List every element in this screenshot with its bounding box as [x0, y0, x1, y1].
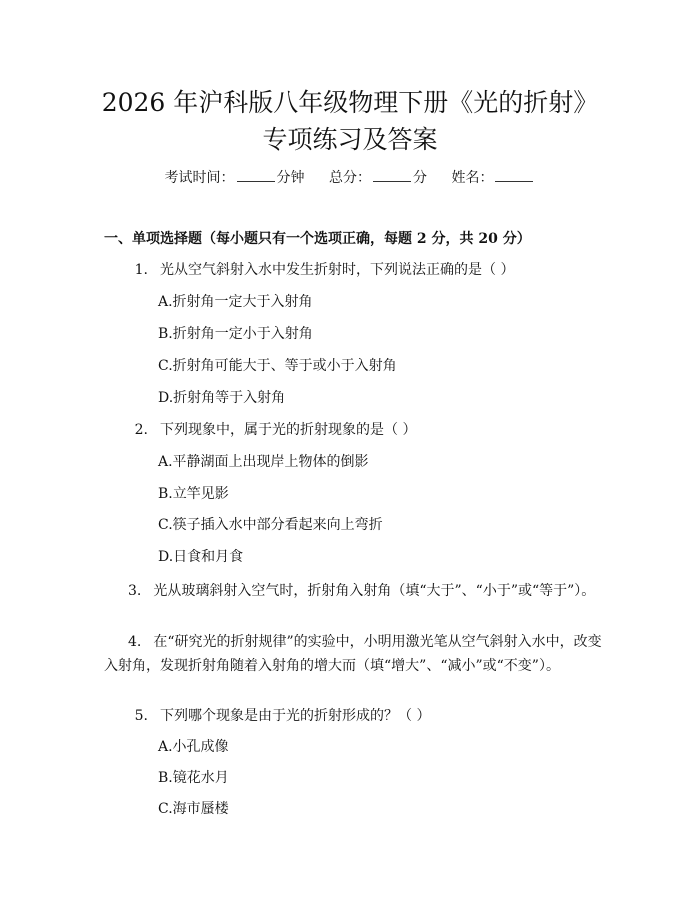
page-title-line2: 专项练习及答案 [262, 125, 438, 154]
question-2 [104, 419, 604, 441]
question-number: 2. [134, 422, 148, 438]
question-number: 1. [134, 262, 148, 278]
question-number: 3. [128, 583, 142, 599]
question-1-option-c: C.折射角可能大于、等于或小于入射角 [158, 358, 397, 374]
question-1-option-b: B.折射角一定小于入射角 [158, 326, 313, 342]
question-5-option-a: A.小孔成像 [158, 739, 229, 755]
total-score [329, 170, 431, 186]
section-heading-single-choice: 一、单项选择题（每小题只有一个选项正确，每题 2 分，共 20 分） [104, 231, 531, 247]
question-text: 光从空气斜射入水中发生折射时，下列说法正确的是（ ） [160, 262, 515, 278]
exam-time-label: 考试时间： [164, 170, 235, 186]
total-score-unit: 分 [413, 170, 427, 186]
question-text: 下列现象中，属于光的折射现象的是（ ） [160, 422, 417, 438]
exam-meta [0, 168, 700, 188]
total-score-label: 总分： [329, 170, 371, 186]
student-name-blank[interactable] [495, 169, 533, 182]
question-1-option-a: A.折射角一定大于入射角 [158, 294, 313, 310]
question-number: 4. [128, 634, 142, 650]
exam-time-unit: 分钟 [276, 170, 305, 186]
question-text: 光从玻璃斜射入空气时，折射角入射角（填“大于”、“小于”或“等于”）。 [153, 583, 596, 599]
page-title-line1: 2026 年沪科版八年级物理下册《光的折射》 [101, 88, 599, 117]
exam-time-blank[interactable] [237, 169, 275, 182]
exam-time [165, 170, 309, 186]
question-text: 下列哪个现象是由于光的折射形成的？（ ） [160, 708, 431, 724]
question-5 [104, 705, 604, 727]
question-2-option-b: B.立竿见影 [158, 486, 229, 502]
question-3 [104, 578, 604, 604]
question-2-option-c: C.筷子插入水中部分看起来向上弯折 [158, 517, 383, 533]
question-number: 5. [134, 708, 148, 724]
question-1 [104, 259, 604, 281]
student-name [451, 170, 535, 186]
question-4 [104, 630, 604, 678]
total-score-blank[interactable] [373, 169, 411, 182]
question-5-option-c: C.海市蜃楼 [158, 801, 229, 817]
question-2-option-a: A.平静湖面上出现岸上物体的倒影 [158, 454, 369, 470]
question-2-option-d: D.日食和月食 [158, 549, 244, 565]
student-name-label: 姓名： [451, 170, 494, 186]
question-1-option-d: D.折射角等于入射角 [158, 390, 286, 406]
question-5-option-b: B.镜花水月 [158, 770, 229, 786]
question-text: 在“研究光的折射规律”的实验中，小明用激光笔从空气斜射入水中，改变入射角，发现折射角随着入射角的增大而（填“增大”、“减小”或“不变”）。 [104, 634, 602, 674]
